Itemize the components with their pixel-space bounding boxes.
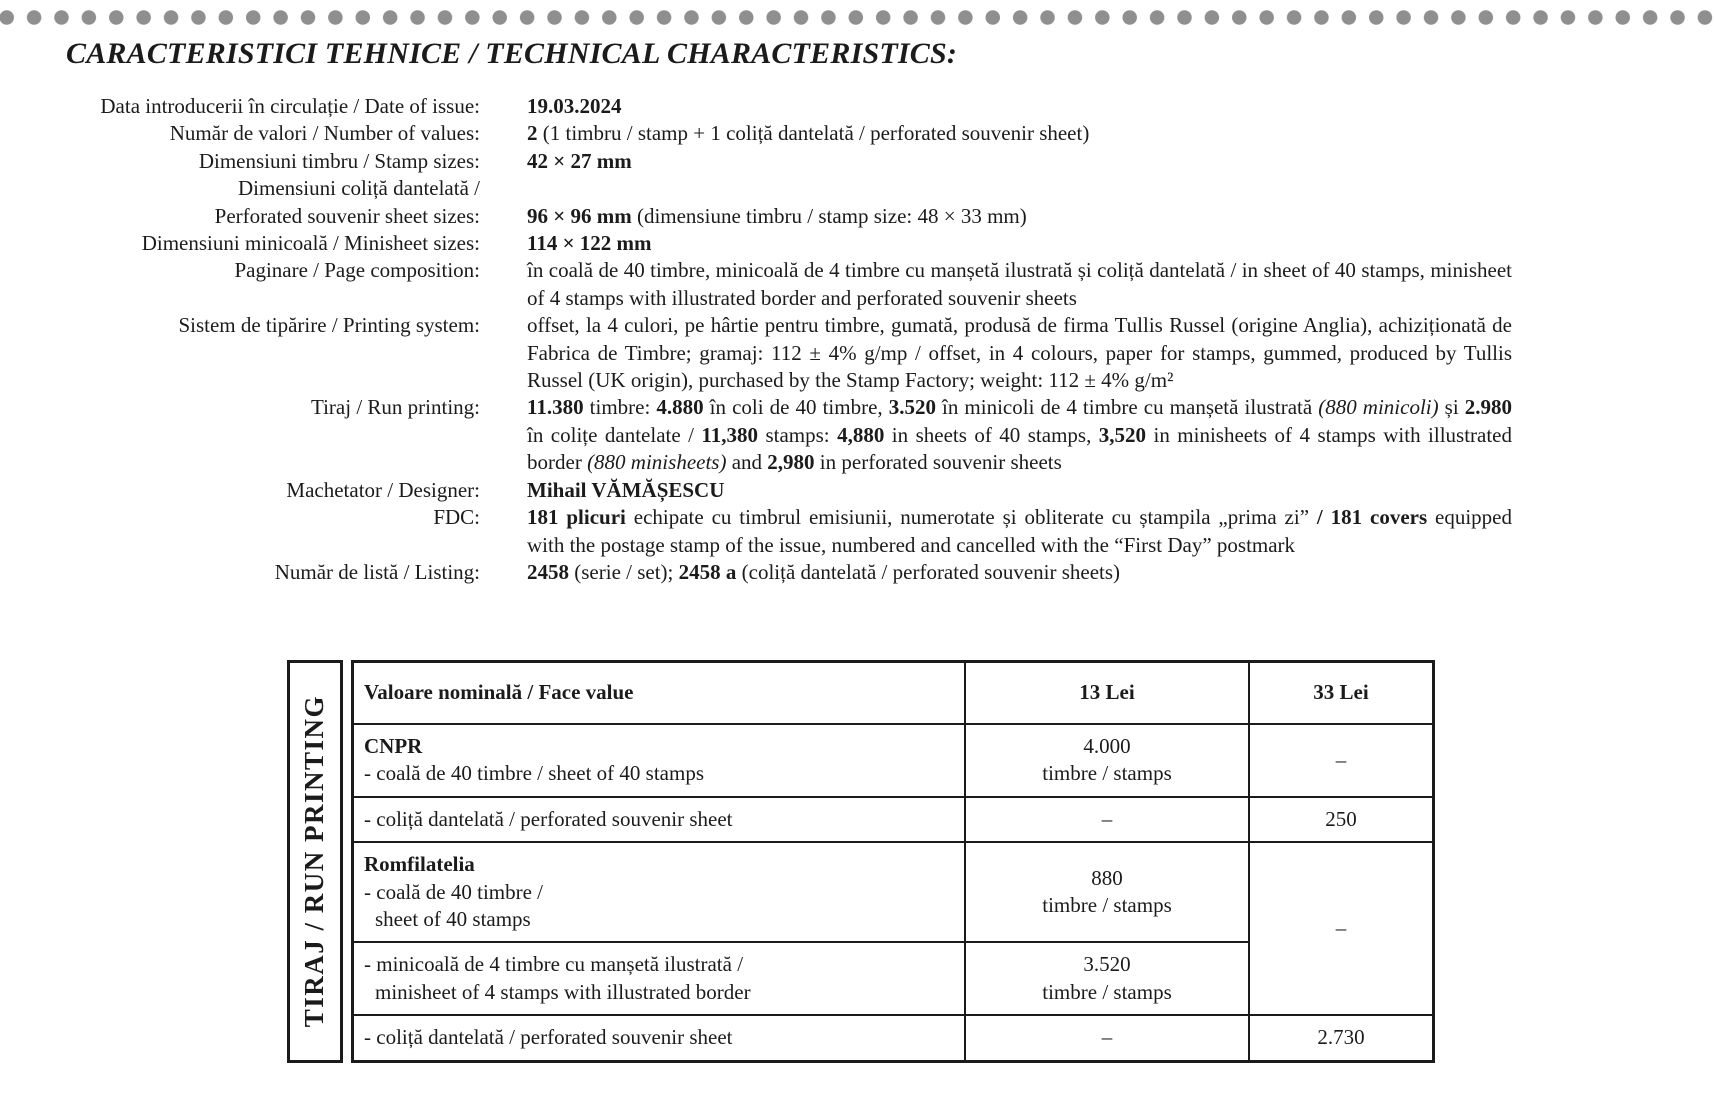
spec-label: Machetator / Designer:	[286, 477, 480, 502]
spec-row	[66, 230, 1512, 257]
spec-label: FDC:	[433, 505, 480, 530]
cnpr-souvenir-33lei-cell: 250	[1249, 797, 1434, 842]
spec-value: 42 × 27 mm	[527, 148, 632, 173]
spec-label: Număr de listă / Listing:	[274, 559, 480, 584]
spec-label: Perforated souvenir sheet sizes:	[214, 203, 480, 228]
col-33lei-header-cell: 33 Lei	[1249, 662, 1434, 725]
spec-label: Dimensiuni timbru / Stamp sizes:	[198, 148, 480, 173]
spec-label: Sistem de tipărire / Printing system:	[178, 313, 480, 338]
dotted-separator	[0, 8, 1714, 26]
spec-label: Dimensiuni minicoală / Minisheet sizes:	[141, 231, 480, 256]
romfilatelia-33lei-merged-cell: –	[1249, 842, 1434, 1015]
print-run-table-section	[287, 660, 1435, 1063]
table-side-label-box	[287, 660, 343, 1063]
spec-value: în coală de 40 timbre, minicoală de 4 timbre cu manșetă ilustrată și coliță dantelată / in sheet of 40 stamps, minisheet of 4 stamps with illustrated border and perforated souvenir sheets	[527, 258, 1512, 310]
romfilatelia-souvenir-13lei-cell: –	[965, 1015, 1249, 1061]
spec-value: 11.380 timbre: 4.880 în coli de 40 timbre, 3.520 în minicoli de 4 timbre cu manșetă ilustrată (880 minicoli) și 2.980 în colițe dantelate / 11,380 stamps: 4,880 in sheets of 40 stamps, 3,520 in minisheets of 4 stamps with illustrated border (880 minisheets) and 2,980 in perforated souvenir sheets	[527, 395, 1513, 475]
table-header-row	[353, 662, 1434, 725]
cnpr-sheet-13lei-cell: 4.000 timbre / stamps	[965, 724, 1249, 797]
cnpr-sheet-desc-cell: CNPR - coală de 40 timbre / sheet of 40 stamps	[353, 724, 966, 797]
spec-row	[66, 257, 1512, 312]
table-row-romfilatelia-souvenir-sheet	[353, 1015, 1434, 1061]
face-value-header-cell: Valoare nominală / Face value	[353, 662, 966, 725]
spec-row	[66, 394, 1512, 476]
spec-value: 2 (1 timbru / stamp + 1 coliță dantelată / perforated souvenir sheet)	[527, 121, 1090, 146]
spec-label: Tiraj / Run printing:	[311, 395, 480, 420]
spec-value: 96 × 96 mm (dimensiune timbru / stamp size: 48 × 33 mm)	[527, 203, 1027, 228]
spec-value: Mihail VĂMĂȘESCU	[527, 477, 725, 502]
romfilatelia-souvenir-desc-cell: - coliță dantelată / perforated souvenir sheet	[353, 1015, 966, 1061]
romfilatelia-souvenir-33lei-cell: 2.730	[1249, 1015, 1434, 1061]
col-13lei-header-cell: 13 Lei	[965, 662, 1249, 725]
table-row-cnpr-sheet	[353, 724, 1434, 797]
spec-value: 19.03.2024	[527, 94, 622, 118]
spec-row	[66, 559, 1512, 586]
spec-row	[66, 312, 1512, 394]
spec-label: Număr de valori / Number of values:	[169, 121, 480, 146]
spec-value: 114 × 122 mm	[527, 231, 652, 256]
spec-row	[66, 120, 1512, 147]
cnpr-sheet-33lei-cell: –	[1249, 724, 1434, 797]
spec-row	[66, 504, 1512, 559]
spec-row	[66, 93, 1512, 120]
romfilatelia-sheet-desc-cell: Romfilatelia - coală de 40 timbre / sheet of 40 stamps	[353, 842, 966, 942]
romfilatelia-minisheet-desc-cell: - minicoală de 4 timbre cu manșetă ilustrată / minisheet of 4 stamps with illustrated border	[353, 942, 966, 1015]
table-side-label: TIRAJ / RUN PRINTING	[299, 695, 330, 1028]
spec-label: Dimensiuni coliță dantelată /	[237, 176, 480, 201]
romfilatelia-minisheet-13lei-cell: 3.520 timbre / stamps	[965, 942, 1249, 1015]
page-title: CARACTERISTICI TEHNICE / TECHNICAL CHARACTERISTICS:	[66, 37, 958, 70]
spec-value: 2458 (serie / set); 2458 a (coliță dantelată / perforated souvenir sheets)	[527, 559, 1121, 584]
spec-row	[66, 203, 1512, 230]
cnpr-souvenir-desc-cell: - coliță dantelată / perforated souvenir sheet	[353, 797, 966, 842]
table-row-romfilatelia-sheet	[353, 842, 1434, 942]
spec-row	[66, 175, 1512, 202]
spec-row	[66, 477, 1512, 504]
romfilatelia-sheet-13lei-cell: 880 timbre / stamps	[965, 842, 1249, 942]
table-row-cnpr-souvenir-sheet	[353, 797, 1434, 842]
cnpr-souvenir-13lei-cell: –	[965, 797, 1249, 842]
spec-label: Paginare / Page composition:	[234, 258, 480, 283]
spec-list	[66, 93, 1512, 586]
spec-row	[66, 148, 1512, 175]
spec-value: offset, la 4 culori, pe hârtie pentru timbre, gumată, produsă de firma Tullis Russel (origine Anglia), achiziționată de Fabrica de Timbre; gramaj: 112 ± 4% g/mp / offset, in 4 colours, paper for stamps, gummed, produced by Tullis Russel (UK origin), purchased by the Stamp Factory; weight: 112 ± 4% g/m²	[527, 313, 1512, 393]
spec-label: Data introducerii în circulație / Date of issue:	[100, 94, 480, 118]
print-run-table	[351, 660, 1435, 1063]
spec-value: 181 plicuri echipate cu timbrul emisiunii, numerotate și obliterate cu ștampila „prima zi” / 181 covers equipped with the postage stamp of the issue, numbered and cancelled with the “First Day” postmark	[527, 505, 1512, 557]
